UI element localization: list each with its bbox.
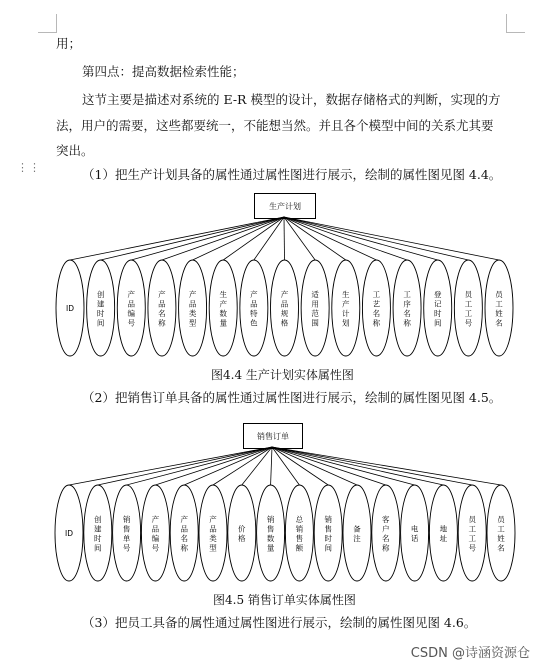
attribute-connector-line bbox=[272, 447, 501, 485]
watermark-text: CSDN @诗涵资源仓 bbox=[410, 646, 530, 661]
entity-label: 销售订单 bbox=[257, 431, 289, 441]
attribute-connector-line bbox=[271, 447, 272, 485]
paragraph-line-2: 法，用户的需要，这些都要统一，不能想当然。并且各个模型中间的关系尤其要 bbox=[56, 118, 494, 133]
attribute-label: ID bbox=[65, 529, 73, 538]
attribute-connector-line bbox=[272, 447, 472, 485]
attribute-connector-line bbox=[272, 447, 443, 485]
attribute-label: 电话 bbox=[410, 524, 419, 543]
attribute-label: 适用范围 bbox=[311, 289, 319, 328]
entity-label: 生产计划 bbox=[269, 201, 301, 211]
intro-figure-4-5: （2）把销售订单具备的属性通过属性图进行展示，绘制的属性图见图 4.5。 bbox=[82, 390, 502, 405]
attribute-label: 登记时间 bbox=[433, 289, 442, 328]
attribute-connector-line bbox=[272, 447, 386, 485]
intro-figure-4-6: （3）把员工具备的属性通过属性图进行展示，绘制的属性图见图 4.6。 bbox=[82, 615, 477, 630]
attribute-label: 创建时间 bbox=[96, 289, 105, 328]
attribute-label: 销售单号 bbox=[122, 514, 131, 553]
attribute-label: 员工工号 bbox=[464, 289, 473, 328]
attribute-label: 产品名称 bbox=[158, 289, 166, 328]
attribute-connector-line bbox=[184, 447, 272, 485]
attribute-label: 销售时间 bbox=[324, 514, 332, 553]
attribute-label: 产品规格 bbox=[280, 289, 289, 328]
attribute-label: 地址 bbox=[439, 524, 448, 543]
attribute-label: 客户名称 bbox=[382, 514, 390, 553]
attribute-label: ID bbox=[66, 304, 74, 313]
attribute-label: 销售数量 bbox=[266, 514, 275, 553]
attribute-connector-line bbox=[155, 447, 272, 485]
attribute-label: 员工工号 bbox=[468, 514, 476, 553]
attribute-label: 创建时间 bbox=[94, 514, 102, 553]
attribute-label: 生产计划 bbox=[342, 289, 350, 328]
caption-figure-4-5: 图4.5 销售订单实体属性图 bbox=[213, 593, 356, 607]
attribute-label: 产品编号 bbox=[151, 514, 160, 553]
attribute-label: 产品类型 bbox=[209, 514, 217, 553]
paragraph-line-1: 这节主要是描述对系统的 E-R 模型的设计，数据存储格式的判断，实现的方 bbox=[82, 92, 501, 107]
attribute-label: 产品特色 bbox=[250, 289, 258, 328]
attribute-connector-line bbox=[69, 447, 272, 485]
attribute-label: 备注 bbox=[353, 524, 361, 543]
attribute-label: 生产数量 bbox=[219, 289, 227, 328]
attribute-connector-line bbox=[127, 447, 272, 485]
attribute-label: 产品编号 bbox=[127, 289, 136, 328]
attribute-label: 总销售额 bbox=[295, 514, 304, 553]
intro-figure-4-4: （1）把生产计划具备的属性通过属性图进行展示，绘制的属性图见图 4.4。 bbox=[82, 167, 502, 182]
attribute-label: 员工姓名 bbox=[497, 514, 505, 553]
attribute-label: 工艺名称 bbox=[372, 289, 381, 328]
attribute-label: 产品类型 bbox=[188, 289, 197, 328]
caption-figure-4-4: 图4.4 生产计划实体属性图 bbox=[211, 368, 354, 382]
text-point-four: 第四点：提高数据检索性能； bbox=[82, 64, 245, 79]
drag-handle-icon[interactable]: ⋮⋮ bbox=[17, 161, 41, 174]
attribute-label: 价格 bbox=[238, 524, 246, 543]
paragraph-line-3: 突出。 bbox=[56, 143, 94, 158]
text-line-top: 用； bbox=[56, 36, 82, 51]
attribute-label: 产品名称 bbox=[180, 514, 188, 553]
attribute-label: 员工姓名 bbox=[495, 289, 503, 328]
attribute-label: 工序名称 bbox=[403, 289, 411, 328]
